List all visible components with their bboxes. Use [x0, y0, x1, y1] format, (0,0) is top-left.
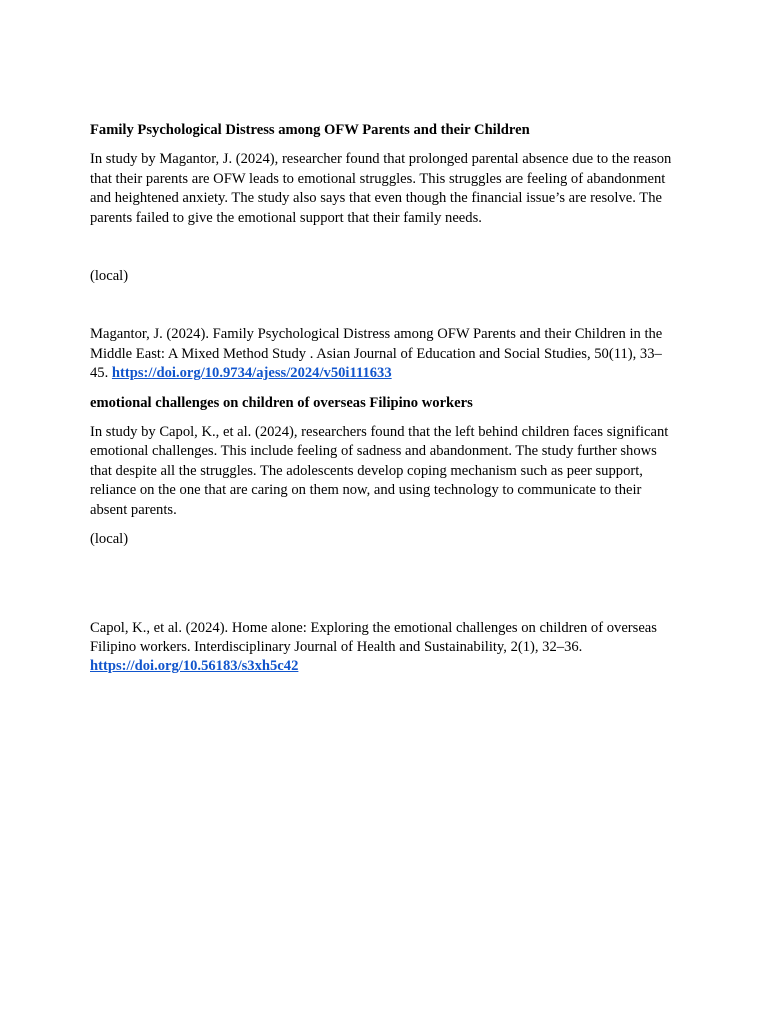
section-heading: emotional challenges on children of overseas Filipino workers — [90, 394, 473, 411]
reference-text: Capol, K., et al. (2024). Home alone: Exploring the emotional challenges on children of overseas Filipino workers. Interdisciplinary Journal of Health and Sustainability, 2(1), 32–36. — [90, 619, 657, 655]
document-body — [90, 121, 680, 677]
doi-link[interactable]: https://doi.org/10.56183/s3xh5c42 — [90, 658, 299, 675]
reference-entry — [90, 325, 680, 383]
body-paragraph: In study by Capol, K., et al. (2024), researchers found that the left behind children faces significant emotional challenges. This include feeling of sadness and abandonment. The study further shows that despite all the struggles. The adolescents develop coping mechanism such as peer support, reliance on the one that are caring on them now, and using technology to communicate to their absent parents. — [90, 424, 669, 518]
doi-link[interactable]: https://doi.org/10.9734/ajess/2024/v50i111633 — [111, 365, 392, 382]
scope-label: (local) — [90, 268, 129, 285]
reference-text: Magantor, J. (2024). Family Psychological Distress among OFW Parents and their Children in the Middle East: A Mixed Method Study . Asian Journal of Education and Social Studies, 50(11), 33–45. — [90, 326, 663, 382]
reference-entry — [90, 619, 680, 677]
body-paragraph: In study by Magantor, J. (2024), researcher found that prolonged parental absence due to the reason that their parents are OFW leads to emotional struggles. This struggles are feeling of abandonment and heightened anxiety. The study also says that even though the financial issue’s are resolve. The parents failed to give the emotional support that their family needs. — [90, 151, 672, 226]
section-heading: Family Psychological Distress among OFW Parents and their Children — [90, 122, 530, 138]
scope-label: (local) — [90, 531, 129, 548]
